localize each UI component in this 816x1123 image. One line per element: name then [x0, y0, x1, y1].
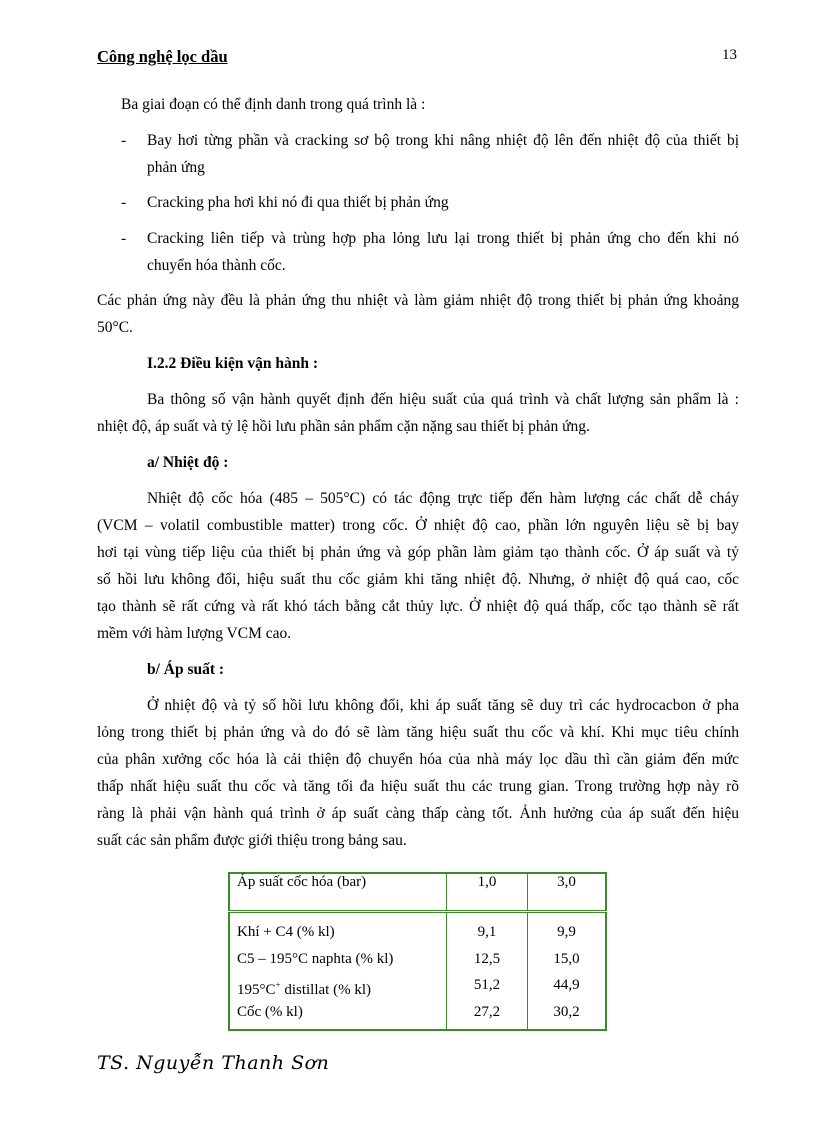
bullet-text: Cracking liên tiếp và trùng hợp pha lỏng lưu lại trong thiết bị phản ứng cho đến khi nó	[147, 230, 739, 247]
header-title: Công nghệ lọc dầu	[97, 47, 228, 66]
paragraph-line: nhiệt độ, áp suất và tỷ lệ hồi lưu phần sản phẩm cặn nặng sau thiết bị phản ứng.	[97, 418, 590, 435]
table-column-labels	[229, 912, 447, 1031]
paragraph-line: của phân xưởng cốc hóa là cải thiện độ chuyển hóa của nhà máy lọc dầu thì cần giảm đến mức	[97, 751, 739, 768]
section-heading: I.2.2 Điều kiện vận hành :	[147, 355, 318, 372]
paragraph-line: tạo thành sẽ rất cứng và rất khó tách bằng cắt thủy lực. Ở nhiệt độ quá thấp, cốc tạo thành sẽ rất	[97, 598, 739, 615]
bullet-dash: -	[121, 194, 127, 211]
intro-text: Ba giai đoạn có thể định danh trong quá trình là :	[121, 96, 426, 113]
paragraph-line: số hồi lưu không đổi, hiệu suất thu cốc giảm khi tăng nhiệt độ. Nhưng, ở nhiệt độ quá cao, cốc	[97, 571, 739, 588]
subsection-heading: b/ Áp suất :	[147, 661, 225, 678]
table-header-cell: 3,0	[528, 873, 607, 912]
table-cell: 9,1	[477, 924, 497, 940]
paragraph-line: mềm với hàm lượng VCM cao.	[97, 625, 292, 642]
paragraph-line: lỏng trong thiết bị phản ứng và do đó sẽ làm tăng hiệu suất thu cốc và khí. Khi mục tiêu chính	[97, 724, 739, 741]
table-cell: Khí + C4 (% kl)	[237, 924, 335, 940]
bullet-text: Bay hơi từng phần và cracking sơ bộ trong khi nâng nhiệt độ lên đến nhiệt độ của thiết bị	[147, 132, 739, 149]
paragraph-line: hơi tại vùng tiếp liệu của thiết bị phản ứng và góp phần làm giảm tạo thành cốc. Ở áp suất và tỷ	[97, 544, 739, 561]
table-cell: 15,0	[553, 950, 580, 967]
paragraph-line: Nhiệt độ cốc hóa (485 – 505°C) có tác động trực tiếp đến hàm lượng các chất dễ cháy	[147, 490, 739, 507]
table-header-row	[229, 873, 606, 912]
paragraph-line: (VCM – volatil combustible matter) trong cốc. Ở nhiệt độ cao, phần lớn nguyên liệu sẽ bị bay	[97, 517, 739, 534]
table-cell: 44,9	[553, 977, 580, 993]
table-column-3bar	[528, 912, 607, 1031]
summary-text: Các phản ứng này đều là phản ứng thu nhiệt và làm giảm nhiệt độ trong thiết bị phản ứng khoảng	[97, 292, 739, 309]
table-column-1bar	[447, 912, 528, 1031]
bullet-dash: -	[121, 132, 127, 149]
paragraph-line: thấp nhất hiệu suất thu cốc và tăng tối đa hiệu suất thu các trung gian. Trong trường hợp này rõ	[97, 778, 739, 795]
table-cell: 12,5	[473, 950, 501, 967]
table-cell: 27,2	[473, 1003, 501, 1020]
pressure-yield-table	[228, 872, 607, 1031]
table-cell: 30,2	[553, 1003, 580, 1020]
summary-text: 50°C.	[97, 319, 133, 336]
footer-author: TS. Nguyễn Thanh Sơn	[97, 1052, 330, 1074]
table-cell-text: 195°C	[237, 982, 276, 998]
table-cell-text: distillat (% kl)	[280, 982, 371, 998]
table-header-cell: Áp suất cốc hóa (bar)	[229, 873, 447, 912]
table-header-cell: 1,0	[447, 873, 528, 912]
paragraph-line: suất các sản phẩm được giới thiệu trong bảng sau.	[97, 832, 407, 849]
superscript: +	[275, 980, 281, 990]
bullet-text: chuyển hóa thành cốc.	[147, 257, 286, 274]
table-cell: 51,2	[473, 977, 501, 993]
bullet-text: phản ứng	[147, 159, 205, 176]
table-cell: C5 – 195°C naphta (% kl)	[237, 950, 394, 967]
table-cell: Cốc (% kl)	[237, 1003, 303, 1020]
paragraph-line: Ba thông số vận hành quyết định đến hiệu suất của quá trình và chất lượng sản phẩm là :	[147, 391, 739, 408]
subsection-heading: a/ Nhiệt độ :	[147, 454, 229, 471]
bullet-text: Cracking pha hơi khi nó đi qua thiết bị phản ứng	[147, 194, 449, 211]
table-cell	[237, 972, 446, 999]
paragraph-line: ràng là phải vận hành quá trình ở áp suất càng thấp càng tốt. Ảnh hưởng của áp suất đến hiệu	[97, 805, 739, 822]
table-body	[229, 912, 606, 1031]
paragraph-line: Ở nhiệt độ và tỷ số hồi lưu không đổi, khi áp suất tăng sẽ duy trì các hydrocacbon ở pha	[147, 697, 739, 714]
table-cell: 9,9	[557, 924, 576, 940]
page-number: 13	[722, 47, 737, 63]
bullet-dash: -	[121, 230, 127, 247]
